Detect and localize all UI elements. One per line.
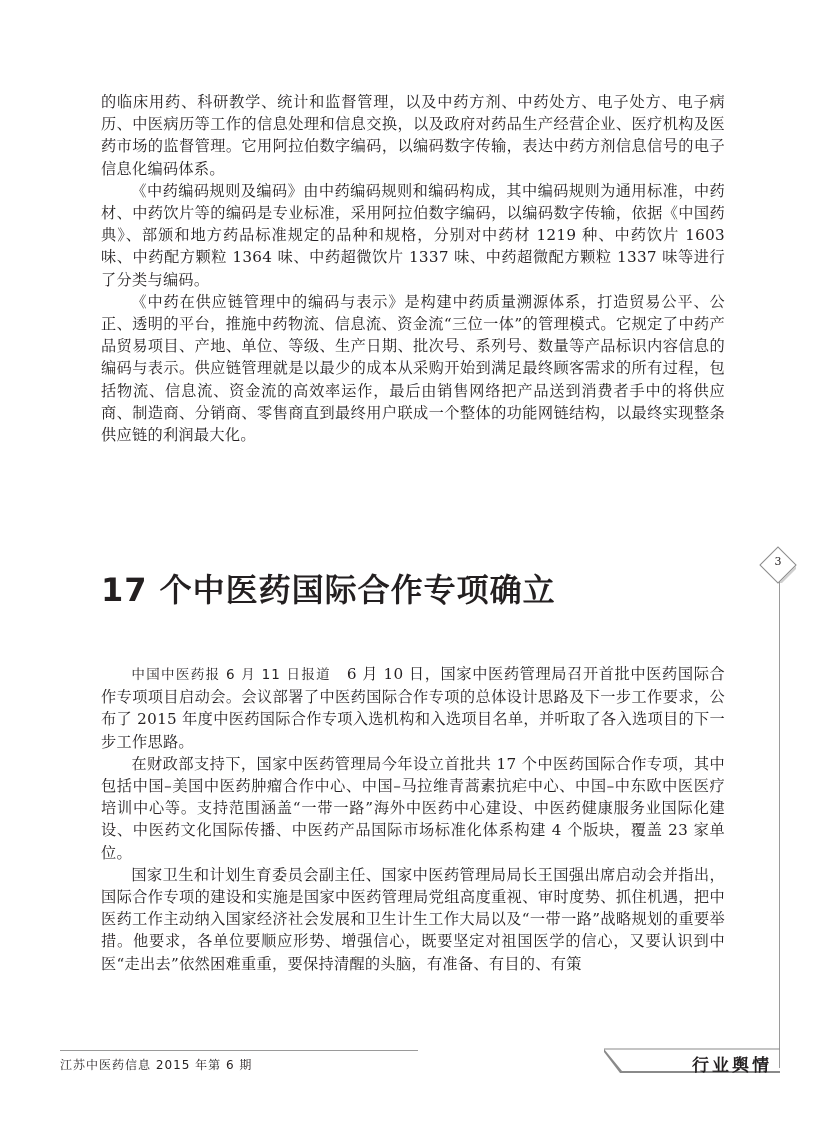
body-paragraph: 《中药编码规则及编码》由中药编码规则和编码构成，其中编码规则为通用标准，中药材、中药饮片等的编码是专业标准，采用阿拉伯数字编码，以编码数字传输，依据《中国药典》、部颁和地方药品标准规定的品种和规格，分别对中药材 1219 种、中药饮片 1603 味、中药配方颗粒 1364 味、中药超微饮片 1337 味、中药超微配方颗粒 1337 味等进行了分类与编码。 [101,181,725,289]
section-tab [604,1047,780,1076]
footer-rule [60,1050,418,1051]
article-body [101,663,725,975]
body-paragraph: 国家卫生和计划生育委员会副主任、国家中医药管理局局长王国强出席启动会并指出，国际合作专项的建设和实施是国家中医药管理局党组高度重视、审时度势、抓住机遇，把中医药工作主动纳入国家经济社会发展和卫生计生工作大局以及“一带一路”战略规划的重要举措。他要求，各单位要顺应形势、增强信心，既要坚定对祖国医学的信心，又要认识到中医“走出去”依然困难重重，要保持清醒的头脑，有准备、有目的、有策 [101,865,725,973]
body-paragraph: 在财政部支持下，国家中医药管理局今年设立首批共 17 个中医药国际合作专项，其中包括中国–美国中医药肿瘤合作中心、中国–马拉维青蒿素抗疟中心、中国–中东欧中医医疗培训中心等。支持范围涵盖“一带一路”海外中医药中心建设、中医药健康服务业国际化建设、中医药文化国际传播、中医药产品国际市场标准化体系构建 4 个版块，覆盖 23 家单位。 [101,754,725,862]
body-paragraph: 的临床用药、科研教学、统计和监督管理，以及中药方剂、中药处方、电子处方、电子病历、中医病历等工作的信息处理和信息交换，以及政府对药品生产经营企业、医疗机构及医药市场的监督管理。它用阿拉伯数字编码，以编码数字传输，表达中药方剂信息信号的电子信息化编码体系。 [101,93,725,178]
lead-text: 6 月 10 日，国家中医药管理局召开首批中医药国际合作专项项目启动会。会议部署了中医药国际合作专项的总体设计思路及下一步工作要求，公布了 2015 年度中医药国际合作专项入选机构和入选项目名单，并听取了各入选项目的下一步工作思路。 [101,665,725,751]
continued-article-text [101,91,725,446]
page-number-marker [758,545,798,585]
margin-rule [779,582,780,1068]
section-label: 行业舆情 [692,1056,772,1076]
lead-paragraph [101,663,725,753]
publication-info: 江苏中医药信息 2015 年第 6 期 [60,1058,253,1072]
page-number: 3 [774,555,782,568]
article-headline: 17 个中医药国际合作专项确立 [101,571,556,609]
article-dateline: 中国中医药报 6 月 11 日报道 [131,667,331,683]
body-paragraph: 《中药在供应链管理中的编码与表示》是构建中药质量溯源体系，打造贸易公平、公正、透明的平台，推施中药物流、信息流、资金流“三位一体”的管理模式。它规定了中药产品贸易项目、产地、单位、等级、生产日期、批次号、系列号、数量等产品标识内容信息的编码与表示。供应链管理就是以最少的成本从采购开始到满足最终顾客需求的所有过程，包括物流、信息流、资金流的高效率运作，最后由销售网络把产品送到消费者手中的将供应商、制造商、分销商、零售商直到最终用户联成一个整体的功能网链结构，以最终实现整条供应链的利润最大化。 [101,292,725,445]
